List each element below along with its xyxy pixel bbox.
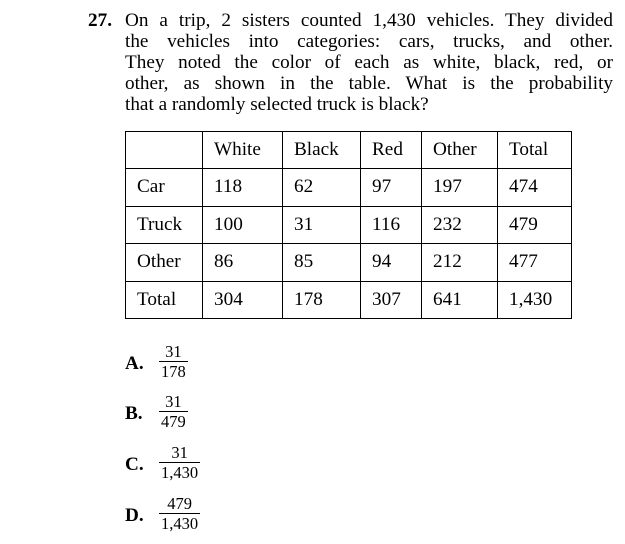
question-line: They noted the color of each as white, black, red, or — [125, 52, 613, 73]
table-row — [126, 244, 572, 282]
table-row-label: Total — [126, 281, 203, 319]
table-row — [126, 206, 572, 244]
table-cell: 474 — [498, 169, 572, 207]
table-cell: 97 — [361, 169, 422, 207]
table-header-cell — [126, 132, 203, 169]
table-cell: 477 — [498, 244, 572, 282]
fraction-numerator: 479 — [159, 495, 200, 514]
question-line: that a randomly selected truck is black? — [125, 94, 429, 115]
table-header-cell: Red — [361, 132, 422, 169]
choice-letter: A. — [125, 353, 144, 374]
fraction-denominator: 1,430 — [161, 463, 199, 482]
table-cell: 178 — [283, 281, 361, 319]
fraction-denominator: 1,430 — [161, 514, 199, 533]
table-cell: 304 — [203, 281, 283, 319]
choice-letter: C. — [125, 454, 144, 475]
table-cell: 86 — [203, 244, 283, 282]
table-row-label: Car — [126, 169, 203, 207]
choice-fraction — [159, 495, 200, 532]
choice-letter: B. — [125, 403, 143, 424]
table-header-row — [126, 132, 572, 169]
table-cell: 118 — [203, 169, 283, 207]
table-row — [126, 281, 572, 319]
table-cell: 479 — [498, 206, 572, 244]
choice-fraction — [159, 393, 188, 430]
table-header-cell: Other — [422, 132, 498, 169]
table-header-cell: Total — [498, 132, 572, 169]
table-cell: 232 — [422, 206, 498, 244]
table-cell: 212 — [422, 244, 498, 282]
question-text — [125, 10, 613, 115]
question-line: the vehicles into categories: cars, trucks, and other. — [125, 31, 613, 52]
choice-fraction — [159, 343, 188, 380]
table-row — [126, 169, 572, 207]
choice-letter: D. — [125, 505, 144, 526]
table-header-cell: White — [203, 132, 283, 169]
table-row-label: Truck — [126, 206, 203, 244]
table-cell: 62 — [283, 169, 361, 207]
fraction-numerator: 31 — [159, 444, 200, 463]
fraction-numerator: 31 — [159, 343, 188, 362]
vehicle-table — [125, 131, 572, 319]
table-cell: 94 — [361, 244, 422, 282]
table-cell: 100 — [203, 206, 283, 244]
table-header-cell: Black — [283, 132, 361, 169]
choice-fraction — [159, 444, 200, 481]
table-cell: 116 — [361, 206, 422, 244]
question-line: other, as shown in the table. What is the probability — [125, 73, 613, 94]
fraction-denominator: 479 — [161, 412, 186, 431]
fraction-denominator: 178 — [161, 362, 186, 381]
question-number: 27. — [88, 10, 112, 31]
table-cell: 307 — [361, 281, 422, 319]
table-row-label: Other — [126, 244, 203, 282]
table-cell: 31 — [283, 206, 361, 244]
question-line: On a trip, 2 sisters counted 1,430 vehicles. They divided — [125, 10, 613, 31]
fraction-numerator: 31 — [159, 393, 188, 412]
table-cell: 197 — [422, 169, 498, 207]
table-cell: 85 — [283, 244, 361, 282]
table-cell: 641 — [422, 281, 498, 319]
table-cell: 1,430 — [498, 281, 572, 319]
